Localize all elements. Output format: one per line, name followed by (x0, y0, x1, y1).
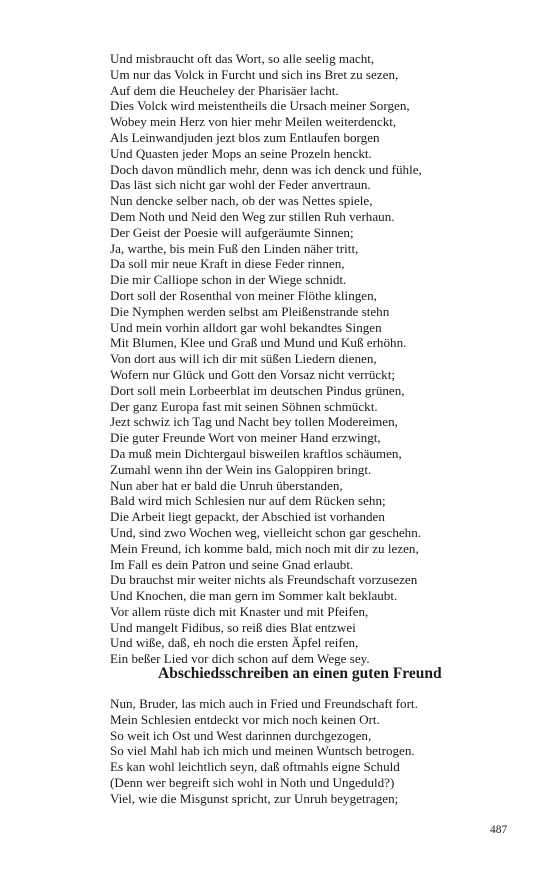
poem-line: So viel Mahl hab ich mich und meinen Wuntsch betrogen. (110, 743, 415, 759)
poem-line: Und wiße, daß, eh noch die ersten Äpfel reifen, (110, 635, 359, 651)
poem-line: Dem Noth und Neid den Weg zur stillen Ruh verhaun. (110, 208, 395, 224)
poem-line: Zumahl wenn ihn der Wein ins Galoppiren bringt. (110, 461, 372, 477)
poem-continuation (110, 51, 520, 667)
poem-line: So weit ich Ost und West darinnen durchgezogen, (110, 727, 372, 743)
poem-line: Und misbraucht oft das Wort, so alle seelig macht, (110, 51, 375, 66)
poem-line: Es kan wohl leichtlich seyn, daß oftmahls eigne Schuld (110, 759, 400, 775)
poem-line: Im Fall es dein Patron und seine Gnad erlaubt. (110, 556, 354, 572)
poem-line: Mit Blumen, Klee und Graß und Mund und Kuß erhöhn. (110, 335, 407, 351)
poem-line: Die Arbeit liegt gepackt, der Abschied ist vorhanden (110, 509, 385, 525)
poem-line: Jezt schwiz ich Tag und Nacht bey tollen Modereimen, (110, 414, 398, 430)
page-number: 487 (490, 824, 508, 836)
poem-line: Da muß mein Dichtergaul bisweilen kraftlos schäumen, (110, 445, 402, 461)
poem-line: Und, sind zwo Wochen weg, vielleicht schon gar geschehn. (110, 524, 422, 540)
poem-line: Mein Freund, ich komme bald, mich noch mit dir zu lezen, (110, 540, 419, 556)
poem-line: Die mir Calliope schon in der Wiege schnidt. (110, 272, 347, 288)
poem-line: Der Geist der Poesie will aufgeräumte Sinnen; (110, 224, 354, 240)
poem-line: Nun dencke selber nach, ob der was Nettes spiele, (110, 193, 373, 209)
poem-line: Der ganz Europa fast mit seinen Söhnen schmückt. (110, 398, 378, 414)
poem-line: Auf dem die Heucheley der Pharisäer lacht. (110, 82, 339, 98)
poem-line: Und Quasten jeder Mops an seine Prozeln henckt. (110, 145, 372, 161)
poem-line: Nun aber hat er bald die Unruh überstanden, (110, 477, 343, 493)
poem-line: Dort soll mein Lorbeerblat im deutschen Pindus grünen, (110, 382, 405, 398)
poem-line: Und Knochen, die man gern im Sommer kalt beklaubt. (110, 588, 398, 604)
poem-line: Nun, Bruder, las mich auch in Fried und Freundschaft fort. (110, 696, 418, 711)
poem-line: Die Nymphen werden selbst am Pleißenstrande stehn (110, 303, 390, 319)
poem-line: Die guter Freunde Wort von meiner Hand erzwingt, (110, 430, 381, 446)
poem-line: Bald wird mich Schlesien nur auf dem Rücken sehn; (110, 493, 386, 509)
poem-line: Dies Volck wird meistentheils die Ursach meiner Sorgen, (110, 98, 410, 114)
poem-line: Mein Schlesien entdeckt vor mich noch keinen Ort. (110, 711, 380, 727)
poem-line: Wobey mein Herz von hier mehr Meilen weiterdenckt, (110, 114, 397, 130)
poem-title: Abschiedsschreiben an einen guten Freund (158, 665, 442, 682)
poem-line: Vor allem rüste dich mit Knaster und mit Pfeifen, (110, 603, 369, 619)
poem-line: Und mein vorhin alldort gar wohl bekandtes Singen (110, 319, 382, 335)
poem-line: Ja, warthe, bis mein Fuß den Linden näher tritt, (110, 240, 359, 256)
poem-line: Und mangelt Fidibus, so reiß dies Blat entzwei (110, 619, 356, 635)
poem-line: (Denn wer begreift sich wohl in Noth und Ungeduld?) (110, 774, 395, 790)
poem-line: Doch davon mündlich mehr, denn was ich denck und fühle, (110, 161, 422, 177)
poem-line: Da soll mir neue Kraft in diese Feder rinnen, (110, 256, 345, 272)
poem-line: Wofern nur Glück und Gott den Vorsaz nicht verrückt; (110, 366, 395, 382)
poem-line: Du brauchst mir weiter nichts als Freundschaft vorzusezen (110, 572, 418, 588)
poem-line: Als Leinwandjuden jezt blos zum Entlaufen borgen (110, 129, 380, 145)
poem-line: Dort soll der Rosenthal von meiner Flöthe klingen, (110, 287, 377, 303)
poem-line: Das läst sich nicht gar wohl der Feder anvertraun. (110, 177, 371, 193)
poem-line: Viel, wie die Misgunst spricht, zur Unruh beygetragen; (110, 790, 399, 806)
poem-line: Ein beßer Lied vor dich schon auf dem Wege sey. (110, 651, 370, 667)
poem-line: Von dort aus will ich dir mit süßen Liedern dienen, (110, 351, 377, 367)
poem-line: Um nur das Volck in Furcht und sich ins Bret zu sezen, (110, 66, 399, 82)
poem-opening (110, 696, 520, 807)
